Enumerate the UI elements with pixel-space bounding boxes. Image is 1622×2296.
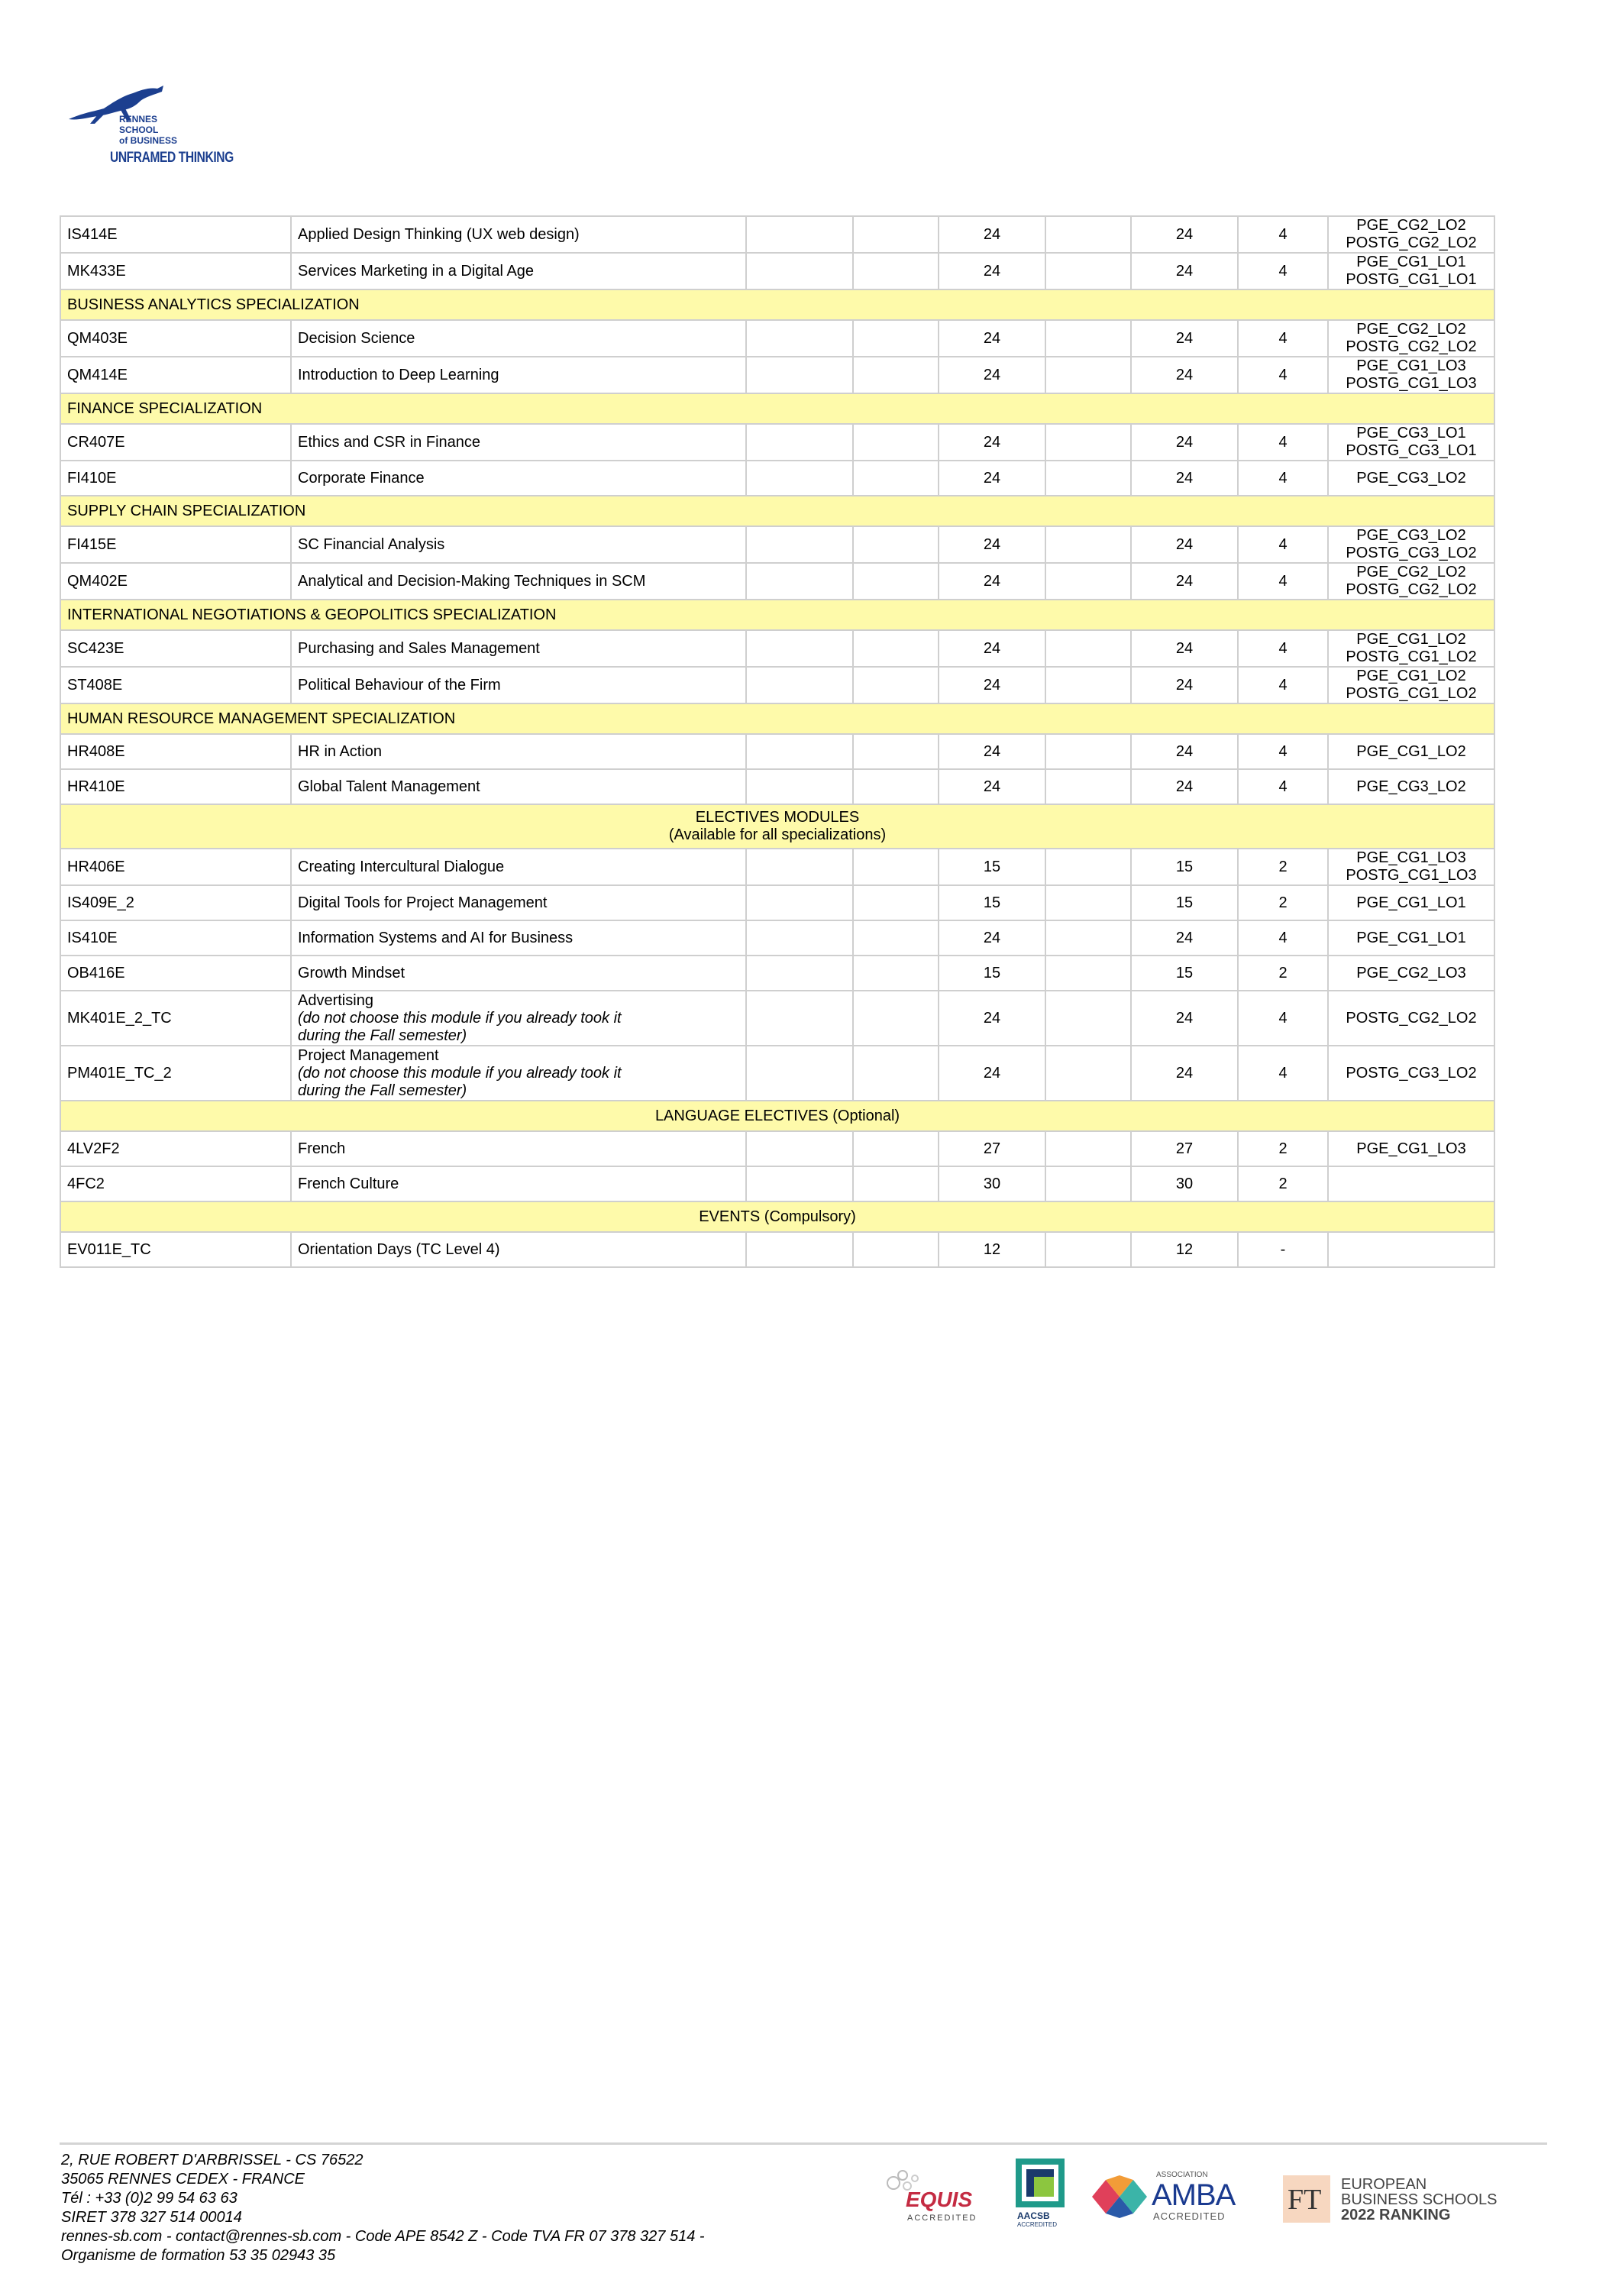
equis-word: EQUIS [906,2188,973,2211]
learning-outcomes-cell [1328,667,1494,703]
address-line: SIRET 378 327 514 00014 [61,2209,242,2226]
table-row [60,920,1494,956]
address-line: 2, RUE ROBERT D'ARBRISSEL - CS 76522 [61,2152,363,2168]
accreditation-badges [878,2159,1550,2229]
learning-outcome: PGE_CG1_LO1 [1356,929,1466,946]
course-code: PM401E_TC_2 [60,1046,291,1101]
empty-cell [746,991,853,1046]
learning-outcome: PGE_CG1_LO1 [1356,894,1466,911]
table-row [60,1166,1494,1201]
course-name: Services Marketing in a Digital Age [291,253,746,289]
course-code: ST408E [60,667,291,703]
empty-cell [853,1046,939,1101]
empty-cell [853,885,939,920]
section-title: EVENTS [699,1208,761,1225]
section-header-row [60,1101,1494,1131]
ft-line-1: EUROPEAN [1341,2176,1427,2193]
course-name: HR in Action [291,734,746,769]
ects-credits: 2 [1238,849,1328,885]
total-hours: 12 [1131,1232,1238,1267]
empty-cell [746,849,853,885]
total-hours: 15 [1131,849,1238,885]
section-subtitle: (Available for all specializations) [668,826,887,843]
course-code: EV011E_TC [60,1232,291,1267]
contact-hours: 24 [939,461,1045,496]
section-subtitle: (Compulsory) [764,1208,856,1225]
course-code: 4LV2F2 [60,1131,291,1166]
course-code: SC423E [60,630,291,667]
total-hours: 24 [1131,667,1238,703]
empty-cell [746,320,853,357]
empty-cell [853,424,939,461]
course-code: QM414E [60,357,291,393]
section-header-row [60,703,1494,734]
course-name: Introduction to Deep Learning [291,357,746,393]
section-header-row [60,496,1494,526]
ects-credits: 2 [1238,1131,1328,1166]
empty-cell [853,216,939,253]
course-code: HR406E [60,849,291,885]
learning-outcomes-cell [1328,1046,1494,1101]
empty-cell [853,920,939,956]
empty-cell [1045,216,1131,253]
empty-cell [1045,1232,1131,1267]
contact-hours: 24 [939,734,1045,769]
empty-cell [1045,1166,1131,1201]
empty-cell [853,956,939,991]
amba-assoc: ASSOCIATION [1156,2171,1208,2179]
course-name: Advertising [298,991,373,1009]
contact-hours: 24 [939,1046,1045,1101]
contact-hours: 27 [939,1131,1045,1166]
course-code: MK433E [60,253,291,289]
empty-cell [746,769,853,804]
empty-cell [1045,956,1131,991]
amba-badge [1092,2171,1245,2229]
learning-outcome: POSTG_CG1_LO2 [1346,685,1477,702]
empty-cell [853,563,939,600]
empty-cell [746,216,853,253]
ects-credits: 2 [1238,1166,1328,1201]
table-row [60,424,1494,461]
amba-word: AMBA [1152,2178,1236,2212]
empty-cell [746,1232,853,1267]
empty-cell [1045,424,1131,461]
empty-cell [746,1046,853,1101]
course-code: FI415E [60,526,291,563]
empty-cell [746,956,853,991]
contact-hours: 24 [939,769,1045,804]
learning-outcome: PGE_CG2_LO2 [1356,321,1466,338]
section-title: SUPPLY CHAIN SPECIALIZATION [60,496,1494,526]
total-hours: 24 [1131,769,1238,804]
learning-outcomes-cell [1328,849,1494,885]
empty-cell [1045,885,1131,920]
table-row [60,1131,1494,1166]
address-line: rennes-sb.com - contact@rennes-sb.com - Code APE 8542 Z - Code TVA FR 07 378 327 514 - [61,2228,705,2245]
table-row [60,1046,1494,1101]
table-row [60,1232,1494,1267]
course-code: IS414E [60,216,291,253]
empty-cell [1045,630,1131,667]
empty-cell [1045,526,1131,563]
ects-credits: 2 [1238,956,1328,991]
learning-outcome: POSTG_CG2_LO2 [1346,338,1477,355]
empty-cell [853,630,939,667]
course-name: Information Systems and AI for Business [291,920,746,956]
course-name: Applied Design Thinking (UX web design) [291,216,746,253]
section-title-cell [60,1101,1494,1131]
learning-outcomes-cell [1328,734,1494,769]
total-hours: 24 [1131,253,1238,289]
course-note: during the Fall semester) [298,1082,467,1099]
section-subtitle: (Optional) [832,1107,900,1124]
learning-outcome: POSTG_CG3_LO2 [1346,1064,1477,1082]
contact-hours: 12 [939,1232,1045,1267]
learning-outcome: POSTG_CG1_LO3 [1346,375,1477,392]
empty-cell [1045,461,1131,496]
empty-cell [746,734,853,769]
address-line: Organisme de formation 53 35 02943 35 [61,2247,336,2264]
course-name: French [291,1131,746,1166]
amba-diamond-icon [1092,2175,1147,2218]
table-row [60,216,1494,253]
course-name: Global Talent Management [291,769,746,804]
course-code: QM403E [60,320,291,357]
total-hours: 24 [1131,216,1238,253]
section-title: INTERNATIONAL NEGOTIATIONS & GEOPOLITICS SPECIALIZATION [60,600,1494,630]
learning-outcome: PGE_CG1_LO3 [1356,1140,1466,1157]
ects-credits: 4 [1238,424,1328,461]
section-header-row [60,393,1494,424]
total-hours: 15 [1131,956,1238,991]
empty-cell [853,769,939,804]
ects-credits: 4 [1238,667,1328,703]
total-hours: 24 [1131,526,1238,563]
contact-hours: 24 [939,667,1045,703]
empty-cell [746,920,853,956]
contact-hours: 24 [939,563,1045,600]
learning-outcome: PGE_CG2_LO2 [1356,217,1466,234]
learning-outcome: PGE_CG3_LO1 [1356,425,1466,441]
total-hours: 24 [1131,734,1238,769]
course-code: HR408E [60,734,291,769]
total-hours: 30 [1131,1166,1238,1201]
total-hours: 24 [1131,630,1238,667]
empty-cell [853,1131,939,1166]
learning-outcomes-cell [1328,461,1494,496]
learning-outcomes-cell [1328,769,1494,804]
course-name: SC Financial Analysis [291,526,746,563]
learning-outcomes-cell [1328,320,1494,357]
logo-line-2: SCHOOL [119,125,159,135]
contact-hours: 15 [939,885,1045,920]
section-title-cell [60,804,1494,849]
course-name-cell [291,1046,746,1101]
course-code: FI410E [60,461,291,496]
amba-sub: ACCREDITED [1153,2210,1226,2222]
empty-cell [1045,849,1131,885]
ft-line-2: BUSINESS SCHOOLS [1341,2191,1498,2208]
course-code: 4FC2 [60,1166,291,1201]
empty-cell [1045,991,1131,1046]
learning-outcome: PGE_CG3_LO2 [1356,469,1466,487]
contact-hours: 24 [939,991,1045,1046]
course-name-cell [291,991,746,1046]
learning-outcomes-cell [1328,424,1494,461]
contact-hours: 15 [939,956,1045,991]
course-name: Growth Mindset [291,956,746,991]
course-table [60,215,1495,1268]
empty-cell [746,526,853,563]
contact-hours: 24 [939,357,1045,393]
course-code: CR407E [60,424,291,461]
table-row [60,734,1494,769]
total-hours: 24 [1131,920,1238,956]
table-row [60,667,1494,703]
learning-outcome: POSTG_CG3_LO1 [1346,442,1477,459]
logo-line-3: of BUSINESS [119,135,178,146]
table-row [60,320,1494,357]
learning-outcome: POSTG_CG2_LO2 [1346,1009,1477,1027]
empty-cell [853,667,939,703]
table-row [60,849,1494,885]
learning-outcome: PGE_CG1_LO3 [1356,357,1466,374]
learning-outcome: PGE_CG3_LO2 [1356,778,1466,795]
footer-divider [60,2142,1547,2145]
ft-mark: FT [1283,2175,1330,2223]
contact-hours: 24 [939,320,1045,357]
course-name: Digital Tools for Project Management [291,885,746,920]
course-code: HR410E [60,769,291,804]
learning-outcomes-cell [1328,357,1494,393]
learning-outcome: PGE_CG1_LO3 [1356,849,1466,866]
total-hours: 24 [1131,320,1238,357]
ects-credits: 4 [1238,630,1328,667]
empty-cell [853,1166,939,1201]
course-code: MK401E_2_TC [60,991,291,1046]
course-code: QM402E [60,563,291,600]
equis-badge [884,2168,984,2227]
contact-hours: 24 [939,424,1045,461]
footer-address [61,2151,705,2265]
ects-credits: 4 [1238,357,1328,393]
empty-cell [853,849,939,885]
ects-credits: - [1238,1232,1328,1267]
logo-line-1: RENNES [119,114,158,125]
total-hours: 24 [1131,461,1238,496]
empty-cell [746,667,853,703]
course-code: IS409E_2 [60,885,291,920]
course-name: Orientation Days (TC Level 4) [291,1232,746,1267]
equis-sub: ACCREDITED [907,2214,977,2223]
course-name: Political Behaviour of the Firm [291,667,746,703]
learning-outcome: POSTG_CG3_LO2 [1346,545,1477,561]
learning-outcome: POSTG_CG2_LO2 [1346,234,1477,251]
learning-outcome: PGE_CG1_LO2 [1356,668,1466,684]
empty-cell [746,253,853,289]
ects-credits: 4 [1238,920,1328,956]
school-logo [67,79,250,174]
learning-outcomes-cell [1328,991,1494,1046]
ects-credits: 4 [1238,320,1328,357]
learning-outcome: PGE_CG1_LO1 [1356,254,1466,270]
section-title-cell [60,1201,1494,1232]
empty-cell [1045,734,1131,769]
course-code: OB416E [60,956,291,991]
learning-outcome: PGE_CG2_LO2 [1356,564,1466,580]
total-hours: 24 [1131,991,1238,1046]
total-hours: 24 [1131,357,1238,393]
table-row [60,357,1494,393]
ects-credits: 2 [1238,885,1328,920]
learning-outcome: POSTG_CG2_LO2 [1346,581,1477,598]
table-row [60,630,1494,667]
total-hours: 24 [1131,1046,1238,1101]
course-code: IS410E [60,920,291,956]
empty-cell [1045,667,1131,703]
learning-outcomes-cell [1328,1166,1494,1201]
table-row [60,461,1494,496]
ft-line-3: 2022 RANKING [1341,2207,1451,2223]
table-row [60,563,1494,600]
table-row [60,526,1494,563]
course-note: during the Fall semester) [298,1027,467,1044]
aacsb-word: AACSB [1017,2210,1050,2221]
aacsb-mark-icon [1016,2159,1065,2209]
ects-credits: 4 [1238,253,1328,289]
empty-cell [746,885,853,920]
empty-cell [853,734,939,769]
section-title: FINANCE SPECIALIZATION [60,393,1494,424]
ects-credits: 4 [1238,526,1328,563]
course-name: Decision Science [291,320,746,357]
course-name: Analytical and Decision-Making Techniques in SCM [291,563,746,600]
course-name: Project Management [298,1046,439,1064]
learning-outcomes-cell [1328,563,1494,600]
learning-outcome: POSTG_CG1_LO1 [1346,271,1477,288]
empty-cell [853,991,939,1046]
empty-cell [853,253,939,289]
total-hours: 15 [1131,885,1238,920]
section-title: LANGUAGE ELECTIVES [654,1107,829,1124]
total-hours: 27 [1131,1131,1238,1166]
learning-outcomes-cell [1328,216,1494,253]
learning-outcomes-cell [1328,526,1494,563]
empty-cell [853,320,939,357]
empty-cell [853,1232,939,1267]
empty-cell [853,461,939,496]
learning-outcomes-cell [1328,253,1494,289]
empty-cell [1045,563,1131,600]
empty-cell [1045,1131,1131,1166]
empty-cell [1045,357,1131,393]
course-name: French Culture [291,1166,746,1201]
section-header-row [60,1201,1494,1232]
contact-hours: 24 [939,253,1045,289]
section-title: HUMAN RESOURCE MANAGEMENT SPECIALIZATION [60,703,1494,734]
section-header-row [60,289,1494,320]
course-name: Creating Intercultural Dialogue [291,849,746,885]
section-title: ELECTIVES MODULES [695,809,860,826]
empty-cell [1045,769,1131,804]
ects-credits: 4 [1238,216,1328,253]
empty-cell [746,461,853,496]
course-name: Purchasing and Sales Management [291,630,746,667]
contact-hours: 24 [939,526,1045,563]
aacsb-badge [1016,2159,1069,2229]
learning-outcomes-cell [1328,885,1494,920]
empty-cell [746,424,853,461]
contact-hours: 24 [939,920,1045,956]
contact-hours: 24 [939,630,1045,667]
table-row [60,991,1494,1046]
address-line: 35065 RENNES CEDEX - FRANCE [61,2171,305,2188]
aacsb-sub: ACCREDITED [1017,2221,1058,2228]
empty-cell [746,1166,853,1201]
table-row [60,253,1494,289]
section-header-row [60,804,1494,849]
contact-hours: 30 [939,1166,1045,1201]
section-header-row [60,600,1494,630]
course-name: Corporate Finance [291,461,746,496]
learning-outcomes-cell [1328,630,1494,667]
empty-cell [1045,1046,1131,1101]
empty-cell [1045,320,1131,357]
section-title: BUSINESS ANALYTICS SPECIALIZATION [60,289,1494,320]
ft-ranking-badge [1283,2175,1535,2229]
empty-cell [746,357,853,393]
total-hours: 24 [1131,563,1238,600]
course-name: Ethics and CSR in Finance [291,424,746,461]
address-line: Tél : +33 (0)2 99 54 63 63 [61,2190,237,2207]
learning-outcome: PGE_CG1_LO2 [1356,742,1466,760]
table-row [60,956,1494,991]
learning-outcome: PGE_CG1_LO2 [1356,631,1466,648]
learning-outcomes-cell [1328,1131,1494,1166]
learning-outcome: PGE_CG3_LO2 [1356,527,1466,544]
empty-cell [1045,920,1131,956]
learning-outcome: POSTG_CG1_LO3 [1346,867,1477,884]
course-note: (do not choose this module if you already took it [298,1009,622,1027]
contact-hours: 24 [939,216,1045,253]
ects-credits: 4 [1238,991,1328,1046]
empty-cell [746,563,853,600]
empty-cell [853,357,939,393]
table-row [60,885,1494,920]
learning-outcomes-cell [1328,920,1494,956]
table-row [60,769,1494,804]
contact-hours: 15 [939,849,1045,885]
ects-credits: 4 [1238,1046,1328,1101]
learning-outcomes-cell [1328,956,1494,991]
empty-cell [746,630,853,667]
ects-credits: 4 [1238,769,1328,804]
learning-outcomes-cell [1328,1232,1494,1267]
ects-credits: 4 [1238,563,1328,600]
total-hours: 24 [1131,424,1238,461]
logo-tagline: UNFRAMED THINKING [110,150,234,166]
learning-outcome: POSTG_CG1_LO2 [1346,648,1477,665]
ects-credits: 4 [1238,461,1328,496]
empty-cell [746,1131,853,1166]
ects-credits: 4 [1238,734,1328,769]
course-note: (do not choose this module if you already took it [298,1064,622,1082]
empty-cell [853,526,939,563]
learning-outcome: PGE_CG2_LO3 [1356,964,1466,981]
empty-cell [1045,253,1131,289]
